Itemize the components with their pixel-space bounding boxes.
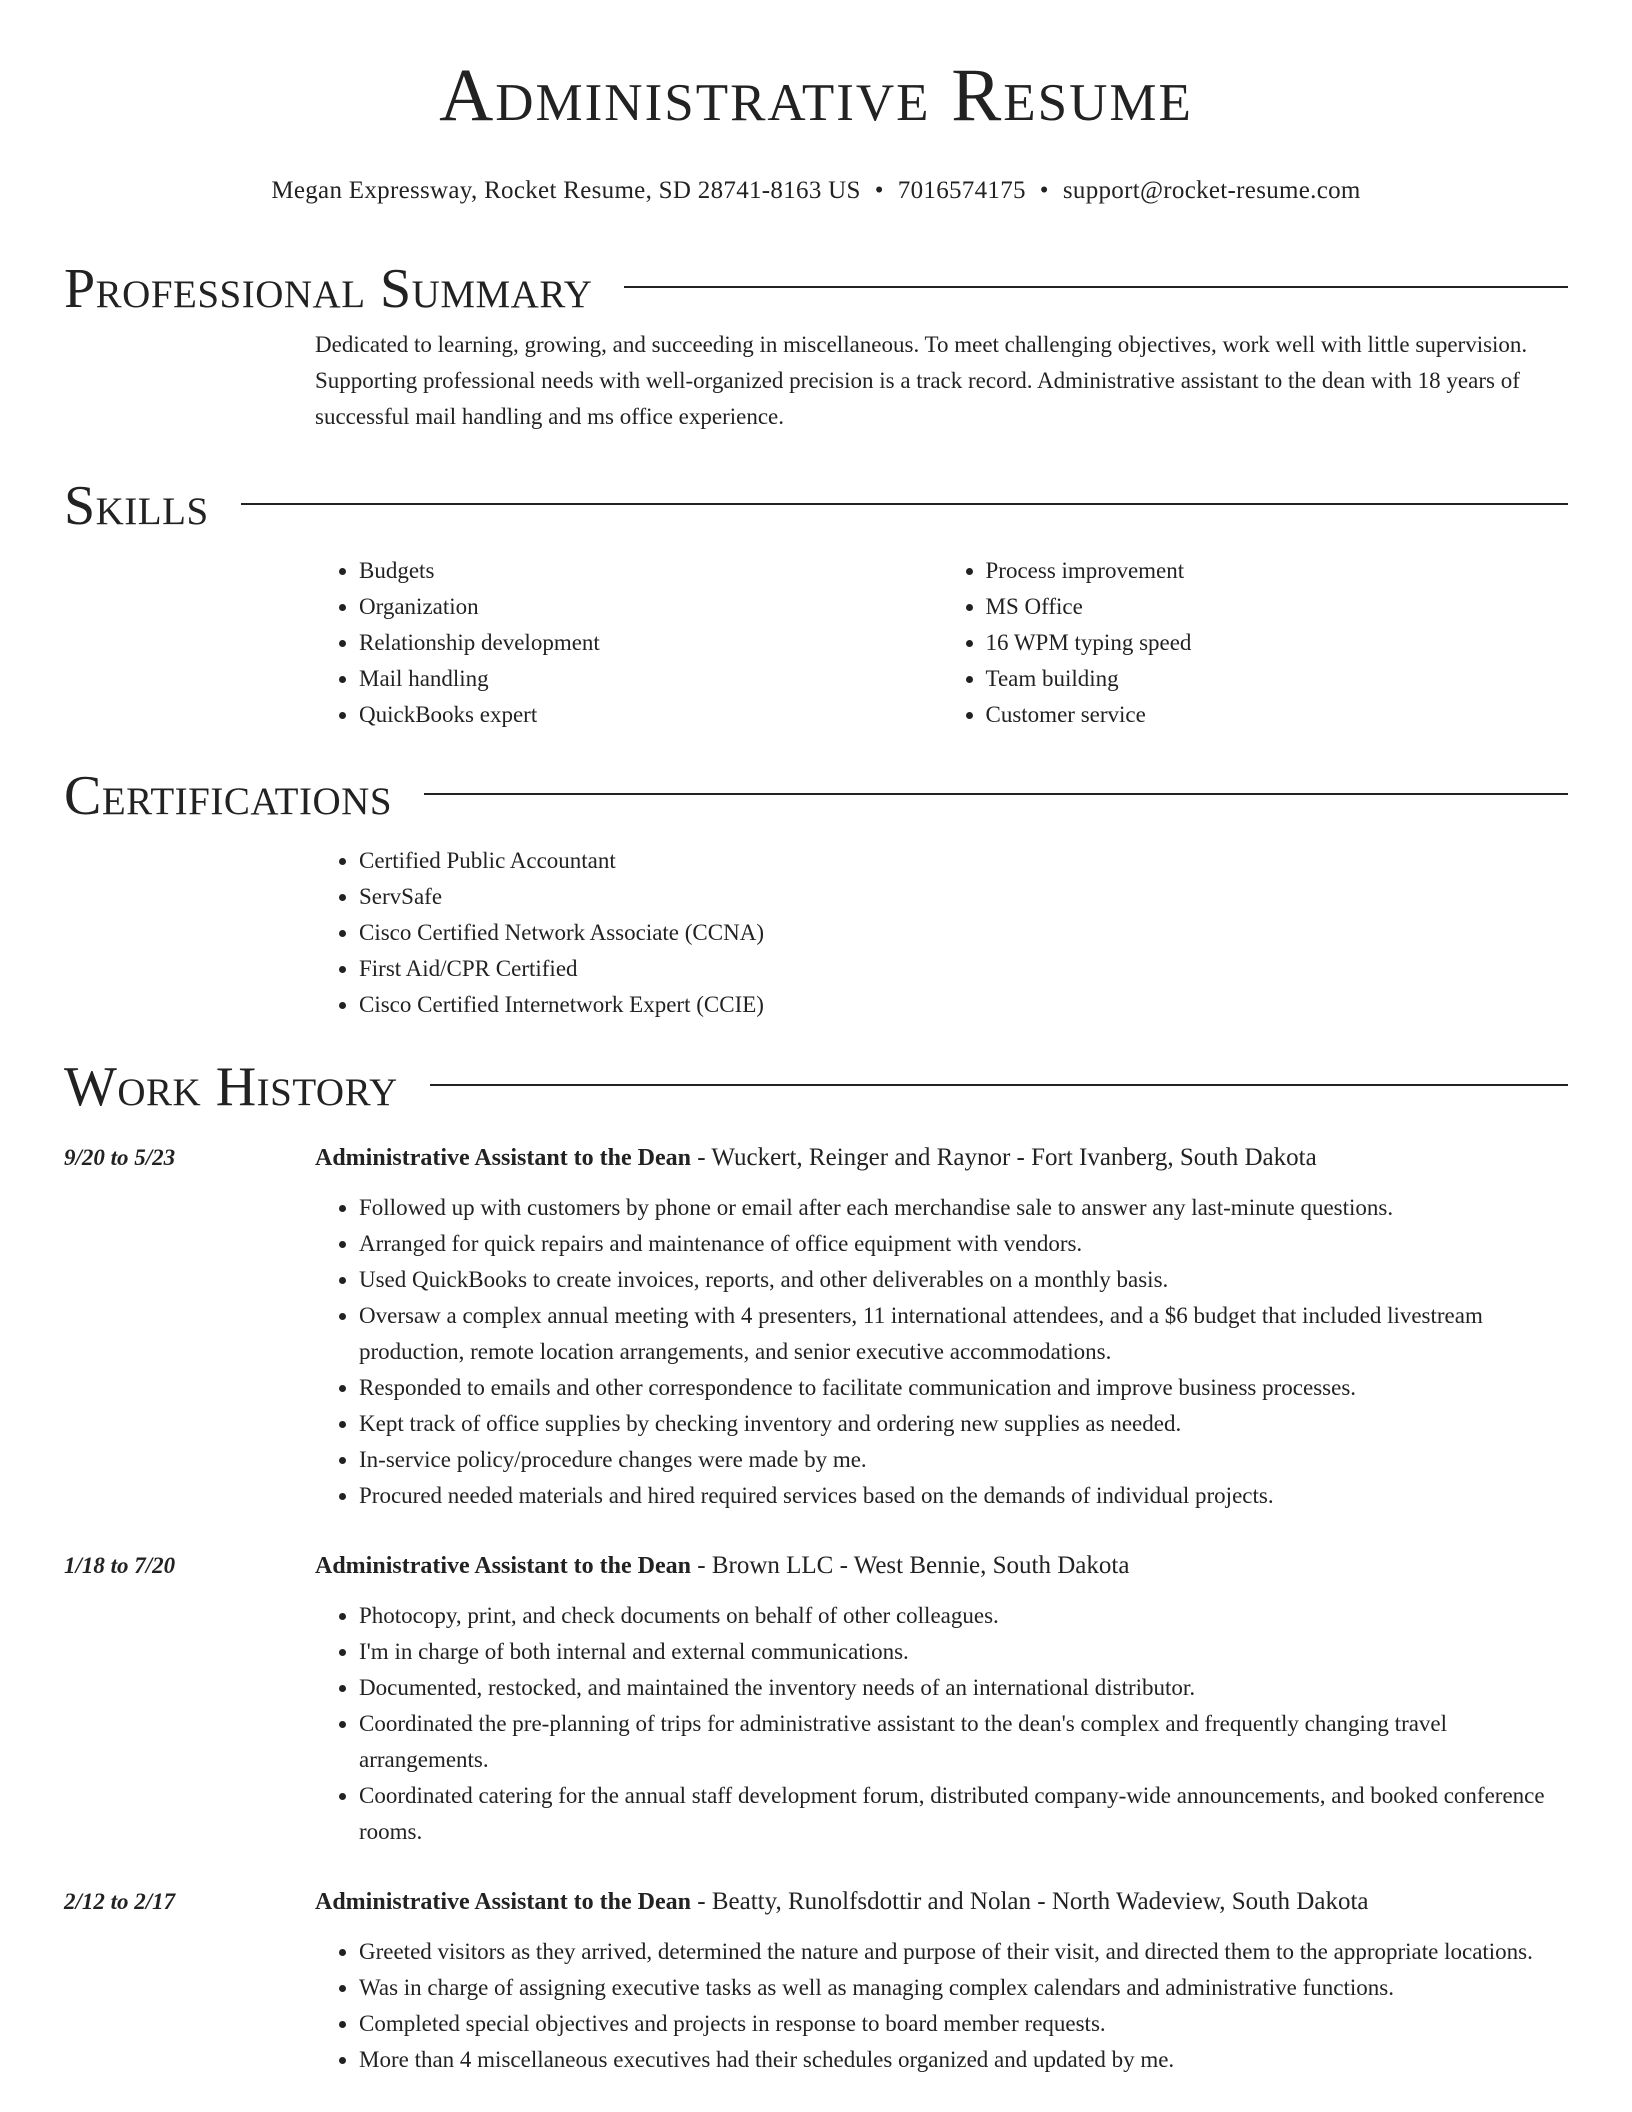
job-bullet: • Coordinated catering for the annual staff development forum, distributed company-wide announcements, and booked conference rooms. xyxy=(359,1778,1568,1850)
job-header xyxy=(315,1140,1568,1176)
skill-item: • Relationship development xyxy=(359,625,942,661)
contact-separator: • xyxy=(1039,177,1049,204)
job-body xyxy=(315,1548,1568,1850)
job-bullet: • Procured needed materials and hired required services based on the demands of individual projects. xyxy=(359,1478,1568,1514)
job-title: Administrative Assistant to the Dean xyxy=(315,1145,691,1171)
summary-heading: Professional Summary xyxy=(64,258,593,320)
skills-section xyxy=(64,475,1568,733)
work-history-header xyxy=(64,1056,1568,1118)
skill-item: • MS Office xyxy=(986,589,1569,625)
job-bullet: • Used QuickBooks to create invoices, reports, and other deliverables on a monthly basis. xyxy=(359,1262,1568,1298)
certifications-section xyxy=(64,765,1568,1023)
skills-list-left xyxy=(315,553,942,733)
skill-item: • Team building xyxy=(986,661,1569,697)
job-entry xyxy=(64,1140,1568,1514)
job-bullet: • Was in charge of assigning executive tasks as well as managing complex calendars and administrative functions. xyxy=(359,1970,1568,2006)
contact-phone: 7016574175 xyxy=(897,177,1026,204)
certification-item: • First Aid/CPR Certified xyxy=(359,951,1568,987)
job-details: - Brown LLC - West Bennie, South Dakota xyxy=(691,1552,1130,1579)
skill-item: • Customer service xyxy=(986,697,1569,733)
skill-item: • Budgets xyxy=(359,553,942,589)
work-history-heading: Work History xyxy=(64,1056,398,1118)
job-bullet: • Responded to emails and other correspondence to facilitate communication and improve business processes. xyxy=(359,1370,1568,1406)
job-bullet: • Documented, restocked, and maintained the inventory needs of an international distributor. xyxy=(359,1670,1568,1706)
certifications-list xyxy=(315,843,1568,1023)
job-body xyxy=(315,1884,1568,2078)
contact-separator: • xyxy=(874,177,884,204)
skill-item: • Process improvement xyxy=(986,553,1569,589)
skill-item: • Organization xyxy=(359,589,942,625)
job-bullet: • Arranged for quick repairs and maintenance of office equipment with vendors. xyxy=(359,1226,1568,1262)
job-header xyxy=(315,1548,1568,1584)
summary-header xyxy=(64,258,1568,320)
document-title: Administrative Resume xyxy=(439,54,1193,137)
job-bullet: • Photocopy, print, and check documents on behalf of other colleagues. xyxy=(359,1598,1568,1634)
job-bullet: • Completed special objectives and projects in response to board member requests. xyxy=(359,2006,1568,2042)
certification-item: • Cisco Certified Internetwork Expert (CCIE) xyxy=(359,987,1568,1023)
section-divider xyxy=(430,1084,1568,1086)
job-bullet: • Followed up with customers by phone or email after each merchandise sale to answer any last-minute questions. xyxy=(359,1190,1568,1226)
summary-text: Dedicated to learning, growing, and succeeding in miscellaneous. To meet challenging objectives, work well with little supervision. Supporting professional needs with well-organized precision is a track record. Administrative assistant to the dean with 18 years of successful mail handling and ms office experience. xyxy=(315,332,1528,429)
section-divider xyxy=(424,793,1568,795)
job-dates: 1/18 to 7/20 xyxy=(64,1553,176,1578)
section-divider xyxy=(241,503,1568,505)
skills-header xyxy=(64,475,1568,537)
job-bullets xyxy=(315,1190,1568,1514)
job-details: - Wuckert, Reinger and Raynor - Fort Ivanberg, South Dakota xyxy=(691,1144,1317,1171)
job-bullet: • In-service policy/procedure changes were made by me. xyxy=(359,1442,1568,1478)
job-bullets xyxy=(315,1934,1568,2078)
summary-body xyxy=(315,327,1568,435)
certification-item: • Cisco Certified Network Associate (CCNA) xyxy=(359,915,1568,951)
job-bullets xyxy=(315,1598,1568,1850)
job-title: Administrative Assistant to the Dean xyxy=(315,1889,691,1915)
skills-body xyxy=(315,553,1568,733)
job-dates: 9/20 to 5/23 xyxy=(64,1145,176,1170)
skill-item: • 16 WPM typing speed xyxy=(986,625,1569,661)
certifications-header xyxy=(64,765,1568,827)
contact-line xyxy=(0,175,1632,207)
job-bullet: • More than 4 miscellaneous executives had their schedules organized and updated by me. xyxy=(359,2042,1568,2078)
job-bullet: • Greeted visitors as they arrived, determined the nature and purpose of their visit, and directed them to the appropriate locations. xyxy=(359,1934,1568,1970)
certifications-heading: Certifications xyxy=(64,765,393,827)
job-dates: 2/12 to 2/17 xyxy=(64,1889,176,1914)
job-header xyxy=(315,1884,1568,1920)
certification-item: • Certified Public Accountant xyxy=(359,843,1568,879)
section-divider xyxy=(624,286,1568,288)
summary-section xyxy=(64,258,1568,435)
contact-address: Megan Expressway, Rocket Resume, SD 28741-8163 US xyxy=(271,177,861,204)
job-details: - Beatty, Runolfsdottir and Nolan - North Wadeview, South Dakota xyxy=(691,1888,1369,1915)
job-bullet: • I'm in charge of both internal and external communications. xyxy=(359,1634,1568,1670)
job-title: Administrative Assistant to the Dean xyxy=(315,1553,691,1579)
job-bullet: • Oversaw a complex annual meeting with 4 presenters, 11 international attendees, and a $6 budget that included livestream production, remote location arrangements, and senior executive accommodations. xyxy=(359,1298,1568,1370)
skills-list-right xyxy=(942,553,1569,733)
job-entry xyxy=(64,1884,1568,2078)
contact-email: support@rocket-resume.com xyxy=(1062,177,1361,204)
skills-heading: Skills xyxy=(64,475,209,537)
job-bullet: • Coordinated the pre-planning of trips for administrative assistant to the dean's complex and frequently changing travel arrangements. xyxy=(359,1706,1568,1778)
certifications-body xyxy=(315,843,1568,1023)
work-history-section xyxy=(64,1056,1568,2078)
job-entry xyxy=(64,1548,1568,1850)
job-bullet: • Kept track of office supplies by checking inventory and ordering new supplies as needed. xyxy=(359,1406,1568,1442)
skill-item: • Mail handling xyxy=(359,661,942,697)
certification-item: • ServSafe xyxy=(359,879,1568,915)
job-body xyxy=(315,1140,1568,1514)
skill-item: • QuickBooks expert xyxy=(359,697,942,733)
